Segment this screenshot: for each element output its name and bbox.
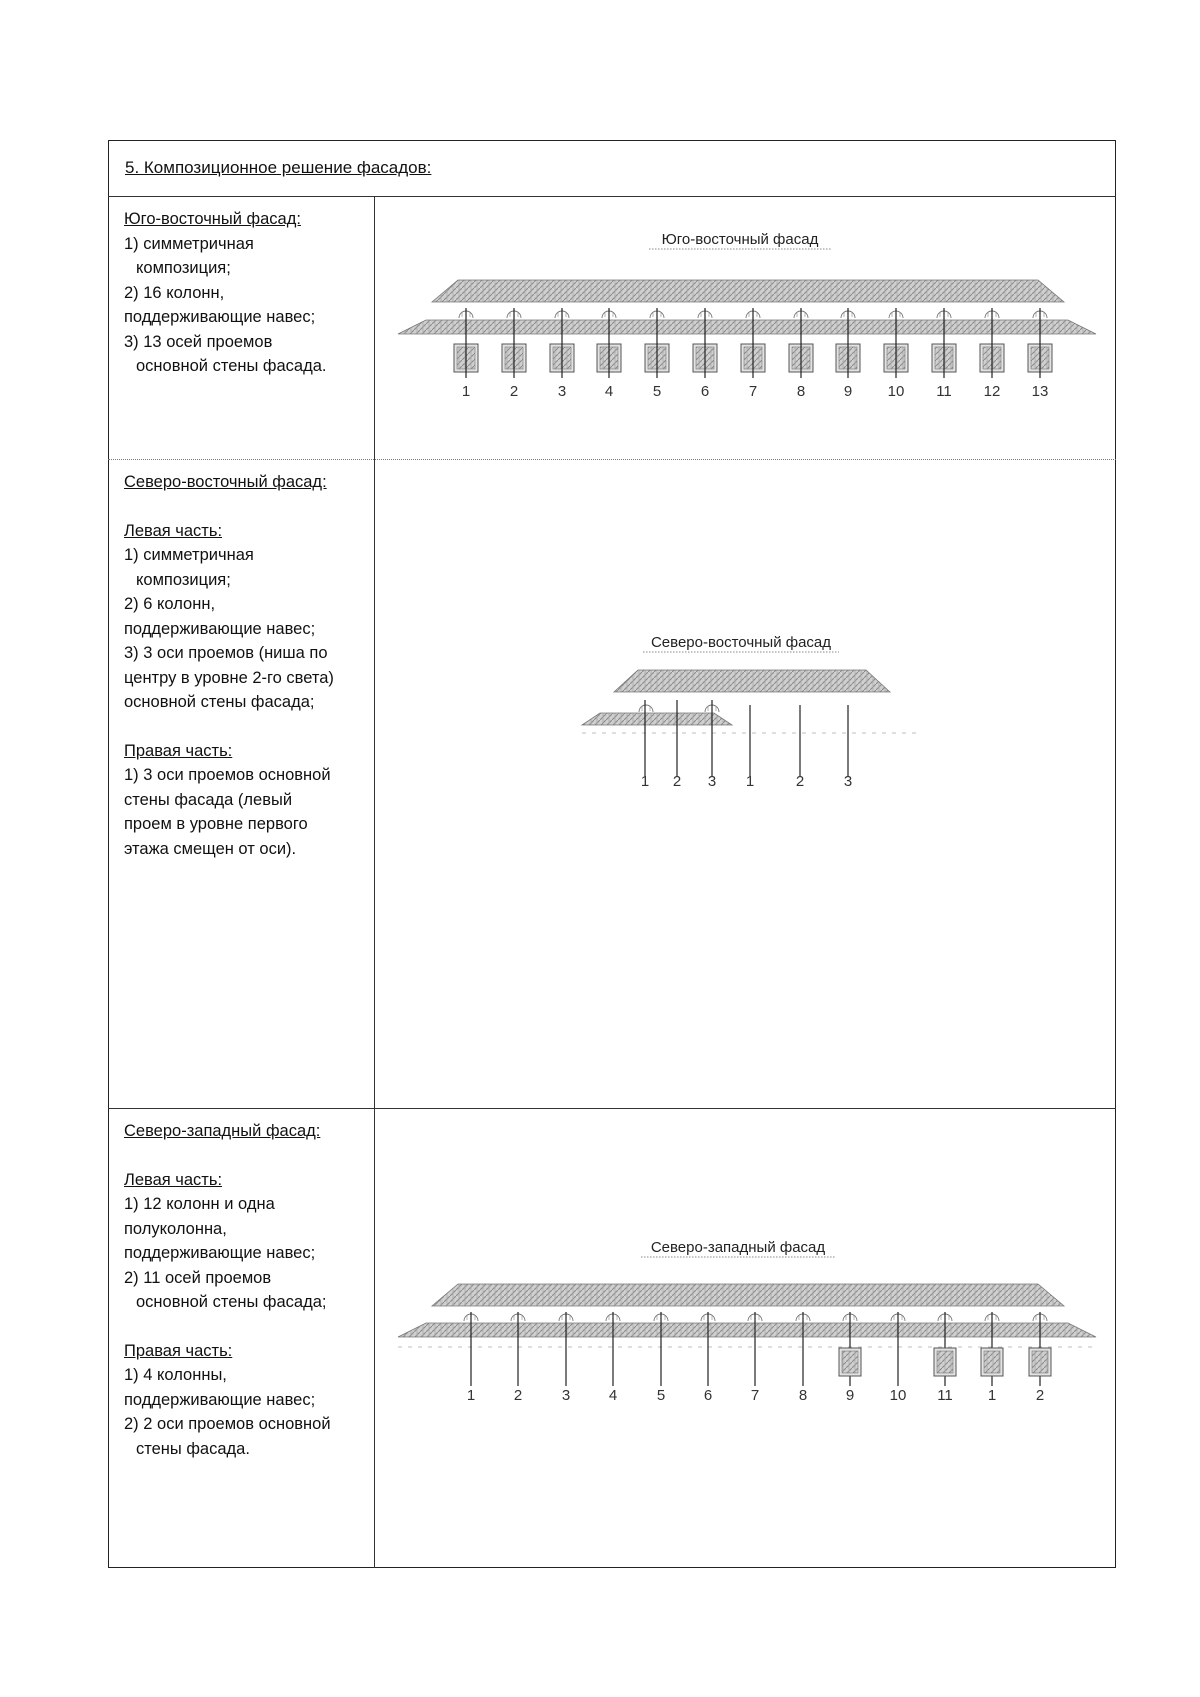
axis-number: 2 bbox=[795, 773, 805, 790]
description-heading: Северо-восточный фасад: bbox=[124, 473, 327, 491]
axis-number: 1 bbox=[987, 1387, 997, 1404]
description-line: поддерживающие навес; bbox=[124, 308, 316, 326]
description-line: 1) 12 колонн и одна bbox=[124, 1195, 275, 1213]
axis-number: 1 bbox=[745, 773, 755, 790]
axis-number: 6 bbox=[700, 383, 710, 400]
arch-window bbox=[639, 705, 653, 712]
description-line: проем в уровне первого bbox=[124, 815, 308, 833]
axis-number: 6 bbox=[703, 1387, 713, 1404]
description-line: 3) 3 оси проемов (ниша по bbox=[124, 644, 328, 662]
axis-number: 9 bbox=[845, 1387, 855, 1404]
description-line: поддерживающие навес; bbox=[124, 1244, 316, 1262]
description-line: 1) 4 колонны, bbox=[124, 1366, 227, 1384]
axis-number: 2 bbox=[513, 1387, 523, 1404]
description-line: 2) 11 осей проемов bbox=[124, 1268, 272, 1287]
axis-number: 10 bbox=[889, 1387, 907, 1404]
axis-number: 12 bbox=[983, 383, 1001, 400]
axis-number: 9 bbox=[843, 383, 853, 400]
description-heading: Правая часть: bbox=[124, 1341, 233, 1360]
description-heading: Левая часть: bbox=[124, 521, 223, 540]
axis-number: 3 bbox=[707, 773, 717, 790]
description-line: поддерживающие навес; bbox=[124, 619, 316, 638]
facade-title: Юго-восточный фасад bbox=[661, 231, 819, 248]
facade-title: Северо-восточный фасад bbox=[650, 634, 832, 651]
description-line: 1) 3 оси проемов основной bbox=[124, 766, 331, 784]
axis-number: 13 bbox=[1031, 383, 1049, 400]
description-line: композиция; bbox=[136, 259, 231, 277]
description-line: 2) 6 колонн, bbox=[124, 595, 216, 613]
section-title: 5. Композиционное решение фасадов: bbox=[125, 158, 432, 177]
axis-number: 7 bbox=[748, 383, 758, 400]
description-line: композиция; bbox=[136, 570, 231, 589]
upper-canopy bbox=[614, 670, 890, 692]
lower-canopy bbox=[582, 713, 732, 725]
axis-number: 1 bbox=[640, 773, 650, 790]
description-line: 2) 2 оси проемов основной bbox=[124, 1415, 331, 1433]
axis-number: 3 bbox=[561, 1387, 571, 1404]
axis-number: 1 bbox=[461, 383, 471, 400]
window-pane bbox=[984, 1351, 1000, 1373]
window-pane bbox=[937, 1351, 953, 1373]
description-line: 1) симметричная bbox=[124, 234, 254, 253]
upper-canopy bbox=[432, 280, 1064, 302]
axis-number: 7 bbox=[750, 1387, 760, 1404]
axis-number: 8 bbox=[796, 383, 806, 400]
window-pane bbox=[842, 1351, 858, 1373]
description-line: основной стены фасада. bbox=[136, 357, 327, 375]
description-line: стены фасада. bbox=[136, 1439, 250, 1458]
lower-canopy bbox=[398, 320, 1096, 334]
axis-number: 5 bbox=[652, 383, 662, 400]
description-line: стены фасада (левый bbox=[124, 790, 293, 809]
description-line: 3) 13 осей проемов bbox=[124, 332, 273, 351]
axis-number: 10 bbox=[887, 383, 905, 400]
description-heading: Левая часть: bbox=[124, 1170, 223, 1189]
description-line: основной стены фасада; bbox=[124, 693, 315, 711]
description-line: основной стены фасада; bbox=[136, 1293, 327, 1311]
axis-number: 11 bbox=[936, 383, 952, 400]
description-line: поддерживающие навес; bbox=[124, 1390, 316, 1409]
description-heading: Правая часть: bbox=[124, 741, 233, 760]
axis-number: 8 bbox=[798, 1387, 808, 1404]
description-line: 1) симметричная bbox=[124, 546, 254, 564]
axis-number: 3 bbox=[843, 773, 853, 790]
lower-canopy bbox=[398, 1323, 1096, 1337]
window-pane bbox=[1032, 1351, 1048, 1373]
facade-title: Северо-западный фасад bbox=[650, 1239, 826, 1256]
description-line: центру в уровне 2-го света) bbox=[124, 668, 334, 687]
description-line: полуколонна, bbox=[124, 1219, 227, 1238]
axis-number: 2 bbox=[509, 383, 519, 400]
axis-number: 3 bbox=[557, 383, 567, 400]
description-line: этажа смещен от оси). bbox=[124, 839, 297, 858]
axis-number: 2 bbox=[1035, 1387, 1045, 1404]
axis-number: 4 bbox=[608, 1387, 618, 1404]
axis-number: 2 bbox=[672, 773, 682, 790]
description-heading: Юго-восточный фасад: bbox=[124, 210, 301, 228]
upper-canopy bbox=[432, 1284, 1064, 1306]
axis-number: 1 bbox=[466, 1387, 476, 1404]
axis-number: 5 bbox=[656, 1387, 666, 1404]
description-heading: Северо-западный фасад: bbox=[124, 1122, 321, 1140]
axis-number: 11 bbox=[937, 1387, 953, 1404]
description-line: 2) 16 колонн, bbox=[124, 283, 225, 302]
axis-number: 4 bbox=[604, 383, 614, 400]
